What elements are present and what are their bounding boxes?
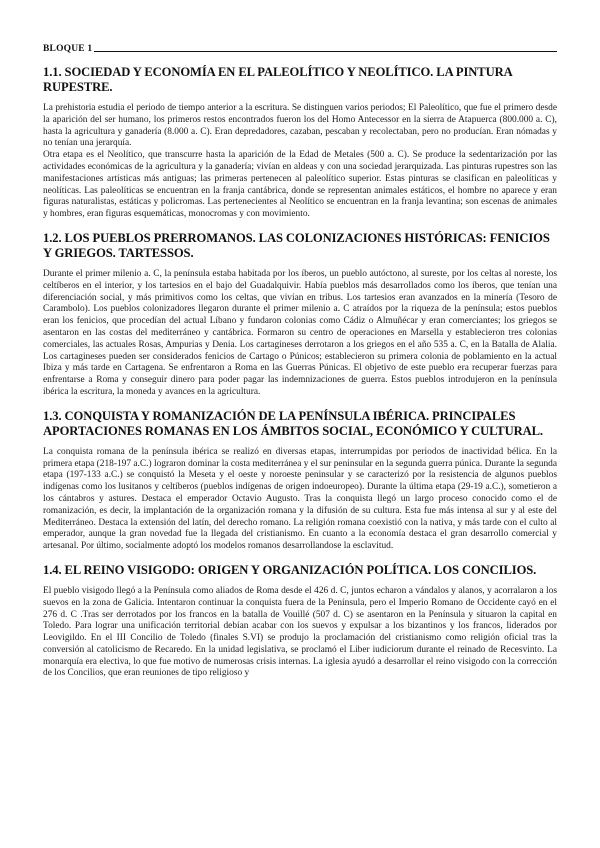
section-paragraph: El pueblo visigodo llegó a la Península como aliados de Roma desde el 426 d. C, juntos echaron a vándalos y alanos, y acorralaron a los suevos en la zona de Galicia. Intentaron continuar la conquista fuera de la Península, pero el Imperio Romano de Occidente cayó en el 276 d. C .Tras ser derrotados por los francos en la batalla de Vouillé (507 d. C) se asentaron en la Península y situaron la capital en Toledo. Para lograr una unificación territorial debían acabar con los suevos y expulsar a los bizantinos y los francos, liderados por Leovigildo. En el III Concilio de Toledo (finales S.VI) se produjo la proclamación del cristianismo como religión oficial tras la conversión al catolicismo de Recaredo. En la unidad legislativa, se proclamó el Liber iudiciorum durante el reinado de Recesvinto. La monarquía era electiva, lo que fue motivo de numerosas crisis internas. La iglesia ayudó a desarrollar el reino visigodo con la corrección de los Concilios, que eran reuniones de tipo religioso y (43, 585, 557, 679)
section-pueblos-prerromanos (43, 231, 557, 399)
section-romanizacion (43, 409, 557, 553)
section-reino-visigodo (43, 563, 557, 680)
section-heading: 1.3. CONQUISTA Y ROMANIZACIÓN DE LA PENÍNSULA IBÉRICA. PRINCIPALES APORTACIONES ROMANAS EN LOS ÁMBITOS SOCIAL, ECONÓMICO Y CULTURAL. (43, 408, 543, 438)
block-title: BLOQUE 1 (43, 44, 93, 54)
section-paragraph: Durante el primer milenio a. C, la península estaba habitada por los íberos, un pueblo autóctono, al sureste, por los celtas al noreste, los celtíberos en el interior, y los tartesios en el bajo del Guadalquivir. Había pueblos más desarrollados como los íberos, que tenían una diferenciación social, y más primitivos como los celtas, que vivían en tribus. Los tartesios eran avanzados en la minería (Tesoro de Carambolo). Los pueblos colonizadores llegaron durante el primer milenio a. C atraídos por la riqueza de la península; estos pueblos eran los fenicios, que procedían del actual Líbano y fundaron colonias como Cádiz o Almuñécar y eran comerciantes; los griegos se asentaron en las costas del mediterráneo y cantábrica. Formaron su centro de operaciones en Marsella y establecieron tres colonias comerciales, las actuales Rosas, Ampurias y Denia. Los cartagineses derrotaron a los griegos en el año 535 a. C, en la Batalla de Alalia. Los cartagineses pueden ser considerados fenicios de Cartago o Púnicos; establecieron su primera colonia de poblamiento en la actual Ibiza y más tarde en Cartagena. Se enfrentaron a Roma en las Guerras Púnicas. El objetivo de este pueblo era recuperar fuerzas para enfrentarse a Roma y conseguir dinero para poder pagar las indemnizaciones de guerra. Estos pueblos introdujeron en la península ibérica la escritura, la moneda y avances en la agricultura. (43, 268, 557, 397)
section-heading: 1.1. SOCIEDAD Y ECONOMÍA EN EL PALEOLÍTICO Y NEOLÍTICO. LA PINTURA RUPESTRE. (43, 65, 512, 94)
section-heading: 1.2. LOS PUEBLOS PRERROMANOS. LAS COLONIZACIONES HISTÓRICAS: FENICIOS Y GRIEGOS. TARTESSOS. (43, 230, 550, 260)
section-heading: 1.4. EL REINO VISIGODO: ORIGEN Y ORGANIZACIÓN POLÍTICA. LOS CONCILIOS. (43, 562, 537, 577)
header-rule (94, 51, 557, 52)
section-paragraph: La prehistoria estudia el periodo de tiempo anterior a la escritura. Se distinguen varios periodos; El Paleolítico, que fue el primero desde la aparición del ser humano, los primeros restos encontrados fueron los del Homo Antecessor en la sierra de Atapuerca (800.000 a. C), hasta la agricultura y ganadería (8.000 a. C). Eran depredadores, cazaban, pescaban y recolectaban, pero no producían. Eran nómadas y no tenían una jerarquía. (43, 103, 557, 149)
section-paleolitico-neolitico (43, 65, 557, 221)
section-paragraph: Otra etapa es el Neolítico, que transcurre hasta la aparición de la Edad de Metales (500 a. C). Se produce la sedentarización por las actividades económicas de la agricultura y la ganadería; vivían en aldeas y con una sociedad jerarquizada. Las pinturas rupestres son las manifestaciones artísticas más antiguas; las primeras pertenecen al paleolítico superior. Estas pinturas se clasifican en paleolíticas y neolíticas. Las paleolíticas se encuentran en la franja cantábrica, donde se representan animales estáticos, el hombre no aparece y eran figuras naturalistas, estáticas y policromas. Las pertenecientes al Neolítico se encuentran en la franja levantina; son escenas de animales y hombres, eran figuras esquemáticas, monocromas y con movimiento. (43, 150, 557, 220)
block-header (43, 40, 557, 54)
section-paragraph: La conquista romana de la península ibérica se realizó en diversas etapas, interrumpidas por periodos de inactividad bélica. En la primera etapa (218-197 a.C.) lograron dominar la costa mediterránea y el sur peninsular en la segunda guerra púnica. Durante la segunda etapa (197-133 a.C.) se conquistó la Meseta y el oeste y noroeste peninsular y se caracterizó por la resistencia de algunos pueblos indígenas como los lusitanos y celtíberos (pueblos indígenas de origen indoeuropeo). Durante la última etapa (29-19 a.C.), sometieron a los cántabros y astures. Destaca el emperador Octavio Augusto. Tras la conquista llegó un largo proceso conocido como el de romanización, es decir, la implantación de la organización romana y la difusión de su cultura. Esta fue más intensa al sur y al este del Mediterráneo. Destaca la extensión del latín, del derecho romano. La religión romana coexistió con la nativa, y más tarde con el culto al emperador, aunque la gran novedad fue la llegada del cristianismo. En cuanto a la economía destaca el gran desarrollo comercial y artesanal. Por último, socialmente adoptó los modelos romanos desarrollandose la esclavitud. (43, 446, 557, 552)
